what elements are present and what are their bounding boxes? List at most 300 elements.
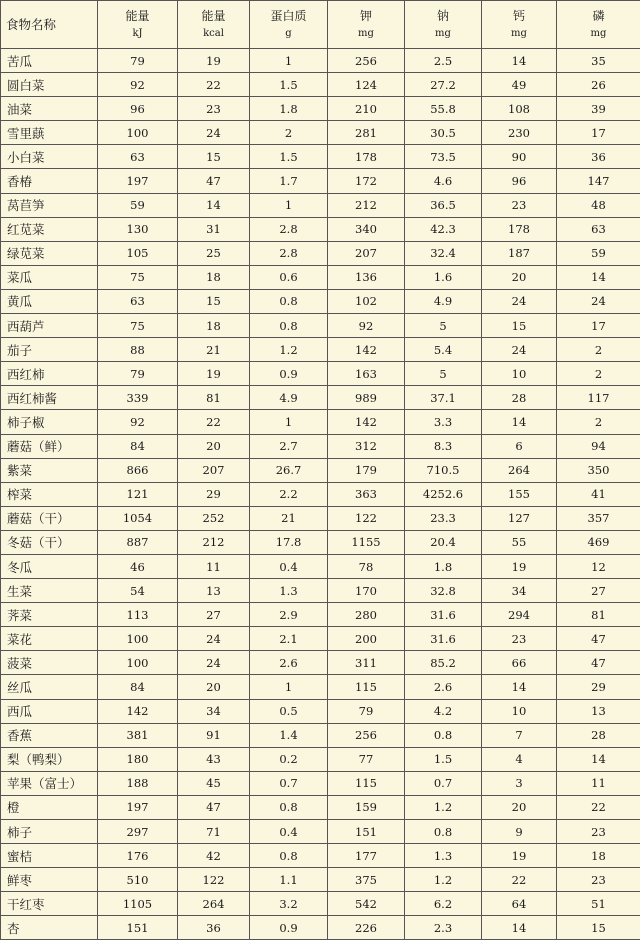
- value-cell: 0.4: [250, 554, 328, 578]
- value-cell: 163: [328, 362, 405, 386]
- value-cell: 23: [482, 193, 557, 217]
- value-cell: 81: [178, 386, 250, 410]
- value-cell: 92: [328, 314, 405, 338]
- table-row: [1, 844, 640, 868]
- value-cell: 207: [178, 458, 250, 482]
- food-name-cell: 干红枣: [1, 892, 98, 916]
- value-cell: 96: [98, 97, 178, 121]
- table-row: [1, 145, 640, 169]
- table-row: [1, 362, 640, 386]
- value-cell: 2: [557, 410, 640, 434]
- value-cell: 24: [482, 338, 557, 362]
- value-cell: 2: [557, 362, 640, 386]
- table-row: [1, 121, 640, 145]
- value-cell: 20: [482, 265, 557, 289]
- value-cell: 264: [178, 892, 250, 916]
- value-cell: 34: [482, 579, 557, 603]
- value-cell: 18: [557, 844, 640, 868]
- value-cell: 96: [482, 169, 557, 193]
- table-row: [1, 73, 640, 97]
- value-cell: 47: [178, 169, 250, 193]
- value-cell: 79: [328, 699, 405, 723]
- value-cell: 230: [482, 121, 557, 145]
- value-cell: 23: [482, 627, 557, 651]
- food-name-cell: 莴苣笋: [1, 193, 98, 217]
- value-cell: 5: [405, 362, 482, 386]
- value-cell: 81: [557, 603, 640, 627]
- value-cell: 0.4: [250, 820, 328, 844]
- food-name-cell: 香椿: [1, 169, 98, 193]
- value-cell: 0.9: [250, 916, 328, 940]
- value-cell: 27: [557, 579, 640, 603]
- food-name-cell: 柿子: [1, 820, 98, 844]
- column-header-label: 钙: [482, 8, 556, 25]
- value-cell: 13: [557, 699, 640, 723]
- value-cell: 142: [328, 410, 405, 434]
- value-cell: 252: [178, 506, 250, 530]
- value-cell: 172: [328, 169, 405, 193]
- table-row: [1, 434, 640, 458]
- value-cell: 170: [328, 579, 405, 603]
- column-header: [405, 1, 482, 49]
- table-row: [1, 314, 640, 338]
- value-cell: 91: [178, 723, 250, 747]
- value-cell: 18: [178, 265, 250, 289]
- value-cell: 0.2: [250, 747, 328, 771]
- value-cell: 23: [178, 97, 250, 121]
- value-cell: 51: [557, 892, 640, 916]
- table-row: [1, 169, 640, 193]
- table-row: [1, 771, 640, 795]
- value-cell: 14: [557, 265, 640, 289]
- table-row: [1, 241, 640, 265]
- value-cell: 49: [482, 73, 557, 97]
- value-cell: 105: [98, 241, 178, 265]
- value-cell: 1.3: [250, 579, 328, 603]
- column-header-unit: kcal: [178, 25, 249, 42]
- value-cell: 78: [328, 554, 405, 578]
- value-cell: 35: [557, 49, 640, 73]
- table-row: [1, 868, 640, 892]
- table-row: [1, 747, 640, 771]
- value-cell: 21: [178, 338, 250, 362]
- value-cell: 22: [482, 868, 557, 892]
- value-cell: 77: [328, 747, 405, 771]
- value-cell: 0.8: [250, 314, 328, 338]
- value-cell: 15: [178, 145, 250, 169]
- value-cell: 1.1: [250, 868, 328, 892]
- value-cell: 122: [328, 506, 405, 530]
- value-cell: 2.7: [250, 434, 328, 458]
- value-cell: 100: [98, 121, 178, 145]
- value-cell: 20: [178, 434, 250, 458]
- value-cell: 2.9: [250, 603, 328, 627]
- table-row: [1, 410, 640, 434]
- value-cell: 3.2: [250, 892, 328, 916]
- value-cell: 21: [250, 506, 328, 530]
- value-cell: 42: [178, 844, 250, 868]
- column-header-label: 能量: [98, 8, 177, 25]
- value-cell: 63: [98, 145, 178, 169]
- value-cell: 177: [328, 844, 405, 868]
- value-cell: 1.2: [405, 795, 482, 819]
- table-row: [1, 458, 640, 482]
- column-header-label: 食物名称: [6, 16, 97, 33]
- value-cell: 4252.6: [405, 482, 482, 506]
- value-cell: 6: [482, 434, 557, 458]
- value-cell: 102: [328, 289, 405, 313]
- value-cell: 46: [98, 554, 178, 578]
- value-cell: 207: [328, 241, 405, 265]
- value-cell: 90: [482, 145, 557, 169]
- value-cell: 130: [98, 217, 178, 241]
- value-cell: 39: [557, 97, 640, 121]
- value-cell: 11: [178, 554, 250, 578]
- value-cell: 26.7: [250, 458, 328, 482]
- value-cell: 15: [482, 314, 557, 338]
- value-cell: 2: [250, 121, 328, 145]
- value-cell: 0.9: [250, 362, 328, 386]
- value-cell: 212: [328, 193, 405, 217]
- value-cell: 17: [557, 121, 640, 145]
- column-header-label: 钠: [405, 8, 481, 25]
- value-cell: 12: [557, 554, 640, 578]
- value-cell: 200: [328, 627, 405, 651]
- value-cell: 23.3: [405, 506, 482, 530]
- value-cell: 19: [482, 554, 557, 578]
- value-cell: 24: [178, 627, 250, 651]
- value-cell: 14: [178, 193, 250, 217]
- value-cell: 2.5: [405, 49, 482, 73]
- value-cell: 311: [328, 651, 405, 675]
- value-cell: 1.8: [250, 97, 328, 121]
- food-name-cell: 杏: [1, 916, 98, 940]
- value-cell: 73.5: [405, 145, 482, 169]
- food-name-cell: 香蕉: [1, 723, 98, 747]
- value-cell: 1.7: [250, 169, 328, 193]
- column-header-label: 蛋白质: [250, 8, 327, 25]
- value-cell: 71: [178, 820, 250, 844]
- value-cell: 1.5: [405, 747, 482, 771]
- value-cell: 0.8: [250, 844, 328, 868]
- value-cell: 381: [98, 723, 178, 747]
- value-cell: 340: [328, 217, 405, 241]
- value-cell: 989: [328, 386, 405, 410]
- value-cell: 36: [557, 145, 640, 169]
- value-cell: 1.2: [250, 338, 328, 362]
- column-header: [482, 1, 557, 49]
- value-cell: 375: [328, 868, 405, 892]
- value-cell: 92: [98, 410, 178, 434]
- value-cell: 542: [328, 892, 405, 916]
- food-name-cell: 梨（鸭梨）: [1, 747, 98, 771]
- value-cell: 20.4: [405, 530, 482, 554]
- table-row: [1, 651, 640, 675]
- value-cell: 13: [178, 579, 250, 603]
- value-cell: 312: [328, 434, 405, 458]
- food-name-cell: 紫菜: [1, 458, 98, 482]
- value-cell: 151: [98, 916, 178, 940]
- food-name-cell: 西红柿酱: [1, 386, 98, 410]
- food-name-cell: 蘑菇（鲜）: [1, 434, 98, 458]
- value-cell: 0.7: [405, 771, 482, 795]
- value-cell: 36.5: [405, 193, 482, 217]
- value-cell: 0.8: [405, 820, 482, 844]
- food-name-cell: 菠菜: [1, 651, 98, 675]
- value-cell: 19: [482, 844, 557, 868]
- column-header-unit: mg: [557, 25, 640, 42]
- value-cell: 100: [98, 651, 178, 675]
- food-name-cell: 荠菜: [1, 603, 98, 627]
- value-cell: 63: [557, 217, 640, 241]
- value-cell: 22: [557, 795, 640, 819]
- value-cell: 197: [98, 169, 178, 193]
- value-cell: 1105: [98, 892, 178, 916]
- value-cell: 2: [557, 338, 640, 362]
- table-row: [1, 289, 640, 313]
- value-cell: 1.2: [405, 868, 482, 892]
- value-cell: 0.8: [250, 795, 328, 819]
- table-row: [1, 265, 640, 289]
- food-name-cell: 柿子椒: [1, 410, 98, 434]
- table-row: [1, 723, 640, 747]
- value-cell: 24: [482, 289, 557, 313]
- table-header: [1, 1, 640, 49]
- value-cell: 31.6: [405, 627, 482, 651]
- value-cell: 115: [328, 771, 405, 795]
- food-name-cell: 冬菇（干）: [1, 530, 98, 554]
- food-name-cell: 苦瓜: [1, 49, 98, 73]
- value-cell: 9: [482, 820, 557, 844]
- table-row: [1, 554, 640, 578]
- column-header-label: 磷: [557, 8, 640, 25]
- value-cell: 22: [178, 73, 250, 97]
- value-cell: 256: [328, 723, 405, 747]
- value-cell: 151: [328, 820, 405, 844]
- value-cell: 47: [557, 651, 640, 675]
- food-name-cell: 油菜: [1, 97, 98, 121]
- value-cell: 27: [178, 603, 250, 627]
- value-cell: 29: [557, 675, 640, 699]
- value-cell: 47: [178, 795, 250, 819]
- value-cell: 124: [328, 73, 405, 97]
- food-name-cell: 菜瓜: [1, 265, 98, 289]
- table-row: [1, 97, 640, 121]
- value-cell: 121: [98, 482, 178, 506]
- value-cell: 54: [98, 579, 178, 603]
- value-cell: 42.3: [405, 217, 482, 241]
- value-cell: 1: [250, 410, 328, 434]
- value-cell: 79: [98, 362, 178, 386]
- column-header: [98, 1, 178, 49]
- value-cell: 20: [482, 795, 557, 819]
- value-cell: 294: [482, 603, 557, 627]
- value-cell: 22: [178, 410, 250, 434]
- value-cell: 94: [557, 434, 640, 458]
- value-cell: 24: [557, 289, 640, 313]
- value-cell: 357: [557, 506, 640, 530]
- food-name-cell: 鲜枣: [1, 868, 98, 892]
- value-cell: 1.6: [405, 265, 482, 289]
- table-row: [1, 699, 640, 723]
- food-name-cell: 生菜: [1, 579, 98, 603]
- value-cell: 142: [328, 338, 405, 362]
- value-cell: 1.3: [405, 844, 482, 868]
- value-cell: 63: [98, 289, 178, 313]
- value-cell: 180: [98, 747, 178, 771]
- table-row: [1, 482, 640, 506]
- value-cell: 2.8: [250, 217, 328, 241]
- value-cell: 14: [557, 747, 640, 771]
- value-cell: 226: [328, 916, 405, 940]
- value-cell: 210: [328, 97, 405, 121]
- table-row: [1, 217, 640, 241]
- value-cell: 212: [178, 530, 250, 554]
- table-row: [1, 603, 640, 627]
- table-row: [1, 49, 640, 73]
- value-cell: 17: [557, 314, 640, 338]
- value-cell: 55: [482, 530, 557, 554]
- food-name-cell: 丝瓜: [1, 675, 98, 699]
- value-cell: 30.5: [405, 121, 482, 145]
- value-cell: 8.3: [405, 434, 482, 458]
- value-cell: 0.8: [405, 723, 482, 747]
- value-cell: 339: [98, 386, 178, 410]
- value-cell: 1155: [328, 530, 405, 554]
- value-cell: 5.4: [405, 338, 482, 362]
- value-cell: 18: [178, 314, 250, 338]
- value-cell: 1: [250, 675, 328, 699]
- value-cell: 3.3: [405, 410, 482, 434]
- column-header: [178, 1, 250, 49]
- food-name-cell: 菜花: [1, 627, 98, 651]
- food-name-cell: 西瓜: [1, 699, 98, 723]
- value-cell: 15: [557, 916, 640, 940]
- value-cell: 866: [98, 458, 178, 482]
- value-cell: 127: [482, 506, 557, 530]
- value-cell: 5: [405, 314, 482, 338]
- value-cell: 363: [328, 482, 405, 506]
- table-row: [1, 579, 640, 603]
- value-cell: 256: [328, 49, 405, 73]
- value-cell: 197: [98, 795, 178, 819]
- value-cell: 2.6: [250, 651, 328, 675]
- value-cell: 510: [98, 868, 178, 892]
- value-cell: 1.8: [405, 554, 482, 578]
- food-name-cell: 橙: [1, 795, 98, 819]
- value-cell: 281: [328, 121, 405, 145]
- table-row: [1, 506, 640, 530]
- value-cell: 31: [178, 217, 250, 241]
- food-name-cell: 绿苋菜: [1, 241, 98, 265]
- value-cell: 122: [178, 868, 250, 892]
- value-cell: 0.5: [250, 699, 328, 723]
- column-header: [328, 1, 405, 49]
- food-name-cell: 榨菜: [1, 482, 98, 506]
- value-cell: 19: [178, 362, 250, 386]
- column-header-unit: mg: [328, 25, 404, 42]
- food-name-cell: 圆白菜: [1, 73, 98, 97]
- value-cell: 19: [178, 49, 250, 73]
- value-cell: 179: [328, 458, 405, 482]
- value-cell: 59: [98, 193, 178, 217]
- value-cell: 142: [98, 699, 178, 723]
- value-cell: 75: [98, 314, 178, 338]
- value-cell: 64: [482, 892, 557, 916]
- value-cell: 108: [482, 97, 557, 121]
- value-cell: 136: [328, 265, 405, 289]
- value-cell: 1.4: [250, 723, 328, 747]
- value-cell: 178: [482, 217, 557, 241]
- value-cell: 155: [482, 482, 557, 506]
- value-cell: 79: [98, 49, 178, 73]
- table-row: [1, 916, 640, 940]
- value-cell: 1.5: [250, 73, 328, 97]
- value-cell: 2.6: [405, 675, 482, 699]
- value-cell: 37.1: [405, 386, 482, 410]
- value-cell: 4.2: [405, 699, 482, 723]
- food-name-cell: 蘑菇（干）: [1, 506, 98, 530]
- value-cell: 28: [557, 723, 640, 747]
- food-name-cell: 苹果（富士）: [1, 771, 98, 795]
- column-header-label: 能量: [178, 8, 249, 25]
- value-cell: 25: [178, 241, 250, 265]
- column-header-unit: mg: [482, 25, 556, 42]
- value-cell: 0.8: [250, 289, 328, 313]
- column-header-unit: g: [250, 25, 327, 42]
- value-cell: 1: [250, 193, 328, 217]
- food-name-cell: 茄子: [1, 338, 98, 362]
- table-row: [1, 193, 640, 217]
- value-cell: 84: [98, 434, 178, 458]
- value-cell: 115: [328, 675, 405, 699]
- food-name-cell: 西红柿: [1, 362, 98, 386]
- value-cell: 28: [482, 386, 557, 410]
- value-cell: 2.3: [405, 916, 482, 940]
- column-header: [1, 1, 98, 49]
- value-cell: 2.8: [250, 241, 328, 265]
- value-cell: 1.5: [250, 145, 328, 169]
- value-cell: 4.9: [250, 386, 328, 410]
- table-row: [1, 795, 640, 819]
- value-cell: 23: [557, 868, 640, 892]
- table-row: [1, 338, 640, 362]
- value-cell: 66: [482, 651, 557, 675]
- food-name-cell: 小白菜: [1, 145, 98, 169]
- value-cell: 31.6: [405, 603, 482, 627]
- value-cell: 14: [482, 410, 557, 434]
- value-cell: 887: [98, 530, 178, 554]
- column-header-unit: mg: [405, 25, 481, 42]
- table-row: [1, 530, 640, 554]
- value-cell: 2.2: [250, 482, 328, 506]
- value-cell: 3: [482, 771, 557, 795]
- value-cell: 55.8: [405, 97, 482, 121]
- column-header: [250, 1, 328, 49]
- value-cell: 710.5: [405, 458, 482, 482]
- value-cell: 41: [557, 482, 640, 506]
- value-cell: 24: [178, 651, 250, 675]
- value-cell: 147: [557, 169, 640, 193]
- value-cell: 84: [98, 675, 178, 699]
- value-cell: 0.6: [250, 265, 328, 289]
- value-cell: 1054: [98, 506, 178, 530]
- value-cell: 29: [178, 482, 250, 506]
- value-cell: 188: [98, 771, 178, 795]
- value-cell: 14: [482, 49, 557, 73]
- value-cell: 92: [98, 73, 178, 97]
- value-cell: 297: [98, 820, 178, 844]
